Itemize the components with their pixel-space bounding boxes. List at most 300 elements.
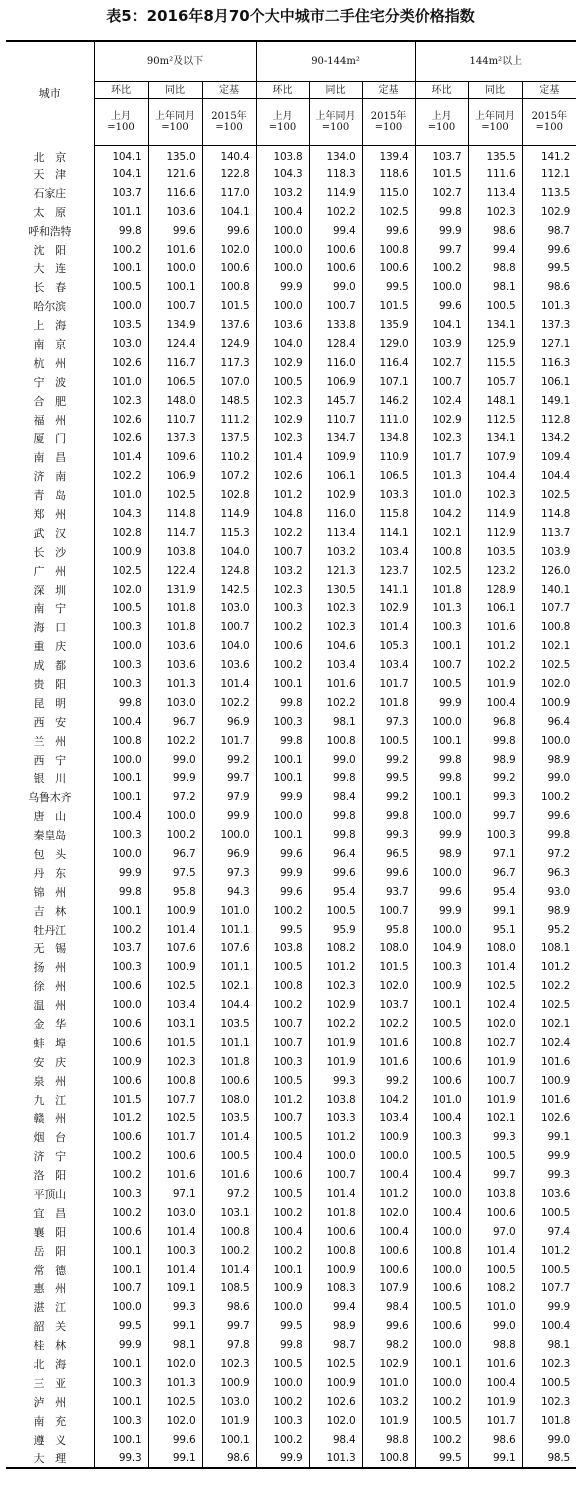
index-value: 102.3	[468, 202, 522, 221]
table-row	[6, 1260, 576, 1279]
table-row	[6, 1374, 576, 1393]
index-value: 100.4	[468, 693, 522, 712]
index-value: 100.5	[468, 297, 522, 316]
index-value: 100.2	[256, 618, 309, 637]
index-value: 101.4	[468, 1241, 522, 1260]
city-label: 秦皇岛	[33, 829, 66, 843]
index-value: 101.9	[309, 1033, 362, 1052]
city-name	[6, 1355, 94, 1374]
index-value: 108.0	[468, 939, 522, 958]
index-value: 137.3	[148, 429, 202, 448]
index-value: 100.3	[415, 618, 468, 637]
index-value: 100.4	[362, 1166, 415, 1185]
index-value: 102.8	[94, 523, 148, 542]
index-value: 102.9	[256, 410, 309, 429]
index-value: 100.1	[94, 769, 148, 788]
index-value: 103.6	[256, 316, 309, 335]
index-value: 148.1	[468, 391, 522, 410]
index-value: 101.0	[94, 372, 148, 391]
index-value: 101.4	[309, 1185, 362, 1204]
index-value: 97.2	[202, 1185, 256, 1204]
city-label: 九 江	[33, 1093, 66, 1107]
index-value: 100.6	[415, 1071, 468, 1090]
index-value: 98.4	[309, 1430, 362, 1449]
index-value: 95.8	[148, 882, 202, 901]
index-value: 100.2	[415, 1392, 468, 1411]
table-row	[6, 146, 576, 165]
city-name	[6, 1298, 94, 1317]
base-header-mom: 上月=100	[415, 99, 468, 146]
index-value: 98.1	[309, 712, 362, 731]
index-value: 99.5	[362, 769, 415, 788]
city-name	[6, 391, 94, 410]
index-value: 134.1	[468, 429, 522, 448]
index-value: 102.6	[94, 410, 148, 429]
index-value: 101.3	[309, 1449, 362, 1468]
index-value: 99.9	[415, 901, 468, 920]
table-row	[6, 240, 576, 259]
index-value: 100.0	[94, 996, 148, 1015]
city-name	[6, 1128, 94, 1147]
city-label: 常 德	[33, 1263, 66, 1277]
index-value: 128.4	[309, 335, 362, 354]
index-value: 106.9	[309, 372, 362, 391]
table-row	[6, 1355, 576, 1374]
index-value: 99.1	[522, 1128, 576, 1147]
index-value: 103.0	[148, 1203, 202, 1222]
index-value: 96.3	[522, 863, 576, 882]
city-label: 襄 阳	[33, 1225, 66, 1239]
index-value: 100.2	[94, 920, 148, 939]
index-value: 114.1	[362, 523, 415, 542]
index-value: 104.1	[415, 316, 468, 335]
city-label: 兰 州	[33, 734, 66, 748]
city-label: 北 京	[33, 150, 66, 164]
index-value: 96.7	[148, 845, 202, 864]
index-value: 102.2	[309, 693, 362, 712]
index-value: 102.2	[148, 731, 202, 750]
index-value: 116.7	[148, 353, 202, 372]
index-value: 146.2	[362, 391, 415, 410]
index-value: 102.5	[522, 486, 576, 505]
index-value: 99.7	[468, 1166, 522, 1185]
index-value: 107.6	[202, 939, 256, 958]
city-label: 惠 州	[33, 1282, 66, 1296]
index-value: 104.2	[362, 1090, 415, 1109]
city-label: 合 肥	[33, 394, 66, 408]
index-value: 113.5	[522, 183, 576, 202]
table-row	[6, 561, 576, 580]
city-name	[6, 183, 94, 202]
index-value: 99.9	[256, 278, 309, 297]
index-value: 100.9	[309, 1374, 362, 1393]
index-value: 98.1	[522, 1336, 576, 1355]
index-value: 99.9	[415, 826, 468, 845]
city-name	[6, 996, 94, 1015]
index-value: 100.0	[256, 1298, 309, 1317]
index-value: 99.3	[468, 1128, 522, 1147]
index-value: 100.0	[415, 712, 468, 731]
index-value: 101.5	[148, 1033, 202, 1052]
city-label: 平顶山	[33, 1188, 66, 1202]
table-row	[6, 637, 576, 656]
index-value: 103.5	[202, 1015, 256, 1034]
index-value: 101.8	[148, 618, 202, 637]
index-value: 99.0	[309, 750, 362, 769]
index-value: 100.6	[309, 1222, 362, 1241]
city-name	[6, 731, 94, 750]
table-row	[6, 769, 576, 788]
index-value: 100.6	[148, 1147, 202, 1166]
index-value: 95.4	[468, 882, 522, 901]
index-value: 99.1	[468, 901, 522, 920]
index-value: 98.6	[468, 221, 522, 240]
index-value: 148.0	[148, 391, 202, 410]
index-value: 95.2	[522, 920, 576, 939]
index-value: 114.7	[148, 523, 202, 542]
index-value: 102.8	[202, 486, 256, 505]
index-value: 103.9	[415, 335, 468, 354]
index-value: 100.6	[309, 259, 362, 278]
index-value: 100.2	[148, 826, 202, 845]
table-row	[6, 429, 576, 448]
index-value: 100.1	[256, 769, 309, 788]
city-label: 徐 州	[33, 980, 66, 994]
index-value: 134.9	[148, 316, 202, 335]
index-value: 102.9	[256, 353, 309, 372]
index-value: 101.6	[468, 618, 522, 637]
index-value: 115.5	[468, 353, 522, 372]
index-value: 141.2	[522, 146, 576, 165]
city-label: 三 亚	[33, 1376, 66, 1390]
city-label: 银 川	[33, 772, 66, 786]
index-value: 96.7	[148, 712, 202, 731]
index-value: 100.3	[256, 712, 309, 731]
index-value: 114.9	[309, 183, 362, 202]
index-value: 100.0	[362, 1147, 415, 1166]
index-value: 101.0	[362, 1374, 415, 1393]
table-row	[6, 656, 576, 675]
table-row	[6, 996, 576, 1015]
city-name	[6, 353, 94, 372]
index-value: 107.1	[362, 372, 415, 391]
index-value: 134.2	[522, 429, 576, 448]
city-label: 桂 林	[33, 1339, 66, 1353]
city-name	[6, 1430, 94, 1449]
index-value: 102.5	[522, 656, 576, 675]
city-name	[6, 1279, 94, 1298]
city-name	[6, 788, 94, 807]
city-name	[6, 939, 94, 958]
index-value: 99.0	[468, 1317, 522, 1336]
index-value: 107.7	[148, 1090, 202, 1109]
table-row	[6, 1109, 576, 1128]
index-value: 100.1	[415, 637, 468, 656]
index-value: 98.7	[309, 1336, 362, 1355]
index-value: 100.4	[256, 202, 309, 221]
table-title: 表5：2016年8月70个大中城市二手住宅分类价格指数	[106, 7, 475, 25]
table-row	[6, 712, 576, 731]
index-value: 100.9	[256, 1279, 309, 1298]
table-row	[6, 486, 576, 505]
index-value: 98.1	[148, 1336, 202, 1355]
index-value: 100.7	[362, 901, 415, 920]
index-value: 102.3	[309, 618, 362, 637]
index-value: 97.5	[148, 863, 202, 882]
index-value: 100.2	[415, 259, 468, 278]
index-value: 101.9	[362, 1411, 415, 1430]
index-value: 131.9	[148, 580, 202, 599]
city-label: 济 宁	[33, 1150, 66, 1164]
index-value: 102.5	[148, 486, 202, 505]
city-label: 石家庄	[33, 186, 66, 200]
index-value: 99.6	[148, 1430, 202, 1449]
index-value: 99.5	[522, 259, 576, 278]
city-label: 西 宁	[33, 753, 66, 767]
index-value: 101.7	[362, 675, 415, 694]
index-value: 103.0	[94, 335, 148, 354]
index-value: 100.2	[256, 656, 309, 675]
index-value: 101.2	[256, 486, 309, 505]
city-name	[6, 712, 94, 731]
index-value: 96.7	[468, 863, 522, 882]
index-value: 100.0	[94, 297, 148, 316]
index-value: 101.2	[94, 1109, 148, 1128]
index-value: 101.2	[256, 1090, 309, 1109]
index-value: 101.8	[415, 580, 468, 599]
index-value: 100.7	[309, 297, 362, 316]
table-body	[6, 146, 576, 1468]
index-value: 96.9	[202, 712, 256, 731]
city-name	[6, 1241, 94, 1260]
index-value: 122.8	[202, 165, 256, 184]
index-value: 99.6	[362, 221, 415, 240]
city-name	[6, 750, 94, 769]
table-row	[6, 523, 576, 542]
index-value: 100.6	[362, 1260, 415, 1279]
index-value: 100.5	[362, 731, 415, 750]
index-value: 108.2	[468, 1279, 522, 1298]
city-name	[6, 1449, 94, 1468]
index-value: 99.6	[148, 221, 202, 240]
index-value: 107.6	[148, 939, 202, 958]
index-value: 103.8	[309, 1090, 362, 1109]
index-value: 99.7	[468, 807, 522, 826]
index-value: 102.3	[522, 1355, 576, 1374]
index-value: 114.8	[522, 505, 576, 524]
city-name	[6, 165, 94, 184]
index-value: 99.9	[522, 1147, 576, 1166]
index-value: 107.7	[522, 599, 576, 618]
index-value: 99.5	[256, 1317, 309, 1336]
index-value: 101.9	[468, 1392, 522, 1411]
city-name	[6, 259, 94, 278]
index-value: 104.1	[202, 202, 256, 221]
index-value: 99.5	[415, 1449, 468, 1468]
index-value: 101.5	[202, 297, 256, 316]
index-value: 100.0	[256, 240, 309, 259]
index-value: 102.5	[309, 1355, 362, 1374]
index-value: 101.5	[94, 1090, 148, 1109]
city-label: 长 春	[33, 281, 66, 295]
index-value: 99.8	[415, 769, 468, 788]
index-value: 101.4	[256, 448, 309, 467]
index-value: 100.0	[94, 1298, 148, 1317]
index-value: 99.6	[522, 240, 576, 259]
index-value: 101.2	[362, 1185, 415, 1204]
index-value: 100.9	[148, 901, 202, 920]
index-value: 100.3	[256, 1052, 309, 1071]
index-value: 100.1	[148, 278, 202, 297]
city-name	[6, 826, 94, 845]
index-value: 100.5	[202, 1147, 256, 1166]
index-value: 114.9	[202, 505, 256, 524]
index-value: 101.6	[522, 1090, 576, 1109]
index-value: 101.7	[148, 1128, 202, 1147]
index-value: 140.1	[522, 580, 576, 599]
index-value: 100.5	[415, 675, 468, 694]
index-value: 104.2	[415, 505, 468, 524]
city-name	[6, 656, 94, 675]
sub-header-fixed-base: 定基	[202, 82, 256, 99]
table-row	[6, 1166, 576, 1185]
table-row	[6, 618, 576, 637]
index-value: 100.0	[415, 807, 468, 826]
index-value: 100.1	[94, 1430, 148, 1449]
index-value: 100.4	[415, 1203, 468, 1222]
index-value: 101.3	[148, 1374, 202, 1393]
index-value: 128.9	[468, 580, 522, 599]
index-value: 102.0	[94, 580, 148, 599]
table-row	[6, 467, 576, 486]
city-name	[6, 448, 94, 467]
index-value: 100.8	[362, 240, 415, 259]
index-value: 108.0	[202, 1090, 256, 1109]
city-label: 郑 州	[33, 507, 66, 521]
index-value: 101.8	[362, 693, 415, 712]
index-value: 99.1	[148, 1449, 202, 1468]
index-value: 106.1	[309, 467, 362, 486]
index-value: 100.0	[256, 1374, 309, 1393]
index-value: 114.9	[468, 505, 522, 524]
table-row	[6, 1336, 576, 1355]
table-row	[6, 845, 576, 864]
city-name	[6, 523, 94, 542]
table-row	[6, 183, 576, 202]
index-value: 102.3	[309, 977, 362, 996]
index-value: 100.0	[309, 1147, 362, 1166]
index-value: 104.0	[202, 637, 256, 656]
index-value: 103.4	[362, 1109, 415, 1128]
index-value: 100.1	[415, 788, 468, 807]
table-row	[6, 977, 576, 996]
index-value: 102.3	[148, 1052, 202, 1071]
index-value: 100.5	[309, 901, 362, 920]
index-value: 102.3	[94, 391, 148, 410]
index-value: 100.8	[309, 731, 362, 750]
index-value: 100.1	[94, 1355, 148, 1374]
index-value: 100.0	[415, 863, 468, 882]
index-value: 96.9	[202, 845, 256, 864]
city-name	[6, 316, 94, 335]
index-value: 96.4	[522, 712, 576, 731]
index-value: 100.8	[148, 1071, 202, 1090]
index-value: 100.6	[202, 1071, 256, 1090]
index-value: 100.1	[256, 1260, 309, 1279]
index-value: 103.4	[362, 542, 415, 561]
index-value: 104.1	[94, 146, 148, 165]
index-value: 103.6	[202, 656, 256, 675]
city-label: 武 汉	[33, 526, 66, 540]
index-value: 100.9	[362, 1128, 415, 1147]
city-label: 蚌 埠	[33, 1036, 66, 1050]
index-value: 110.7	[309, 410, 362, 429]
index-value: 145.7	[309, 391, 362, 410]
city-label: 南 京	[33, 337, 66, 351]
index-value: 101.0	[202, 901, 256, 920]
index-value: 100.3	[94, 618, 148, 637]
city-label: 天 津	[33, 167, 66, 181]
index-value: 99.0	[522, 769, 576, 788]
index-value: 101.8	[202, 1052, 256, 1071]
base-header-mom: 上月=100	[256, 99, 309, 146]
city-name	[6, 901, 94, 920]
index-value: 115.8	[362, 505, 415, 524]
index-value: 101.7	[415, 448, 468, 467]
index-value: 100.0	[148, 259, 202, 278]
index-value: 106.1	[468, 599, 522, 618]
index-value: 97.2	[522, 845, 576, 864]
index-value: 99.8	[256, 1336, 309, 1355]
index-value: 118.6	[362, 165, 415, 184]
index-value: 100.9	[522, 1071, 576, 1090]
index-value: 100.1	[202, 1430, 256, 1449]
index-value: 125.9	[468, 335, 522, 354]
index-value: 99.6	[256, 882, 309, 901]
index-value: 100.4	[522, 1317, 576, 1336]
table-row	[6, 391, 576, 410]
index-value: 130.5	[309, 580, 362, 599]
index-value: 107.2	[202, 467, 256, 486]
index-value: 100.6	[256, 1166, 309, 1185]
index-value: 102.9	[362, 1355, 415, 1374]
city-name	[6, 372, 94, 391]
index-value: 101.3	[415, 599, 468, 618]
index-value: 101.1	[202, 958, 256, 977]
index-value: 149.1	[522, 391, 576, 410]
index-value: 100.6	[415, 1279, 468, 1298]
city-label: 杭 州	[33, 356, 66, 370]
index-value: 102.0	[202, 240, 256, 259]
sub-header-mom: 环比	[415, 82, 468, 99]
city-label: 太 原	[33, 205, 66, 219]
sub-header-yoy: 同比	[309, 82, 362, 99]
index-value: 134.1	[468, 316, 522, 335]
index-value: 101.4	[202, 1128, 256, 1147]
index-value: 100.8	[309, 1241, 362, 1260]
index-value: 102.3	[309, 599, 362, 618]
table-row	[6, 1449, 576, 1468]
index-value: 100.0	[256, 259, 309, 278]
index-value: 98.9	[468, 750, 522, 769]
index-value: 100.0	[148, 807, 202, 826]
index-value: 101.3	[522, 297, 576, 316]
index-value: 99.3	[148, 1298, 202, 1317]
index-value: 98.9	[415, 845, 468, 864]
index-value: 100.7	[94, 1279, 148, 1298]
table-row	[6, 1411, 576, 1430]
index-value: 100.6	[94, 1222, 148, 1241]
